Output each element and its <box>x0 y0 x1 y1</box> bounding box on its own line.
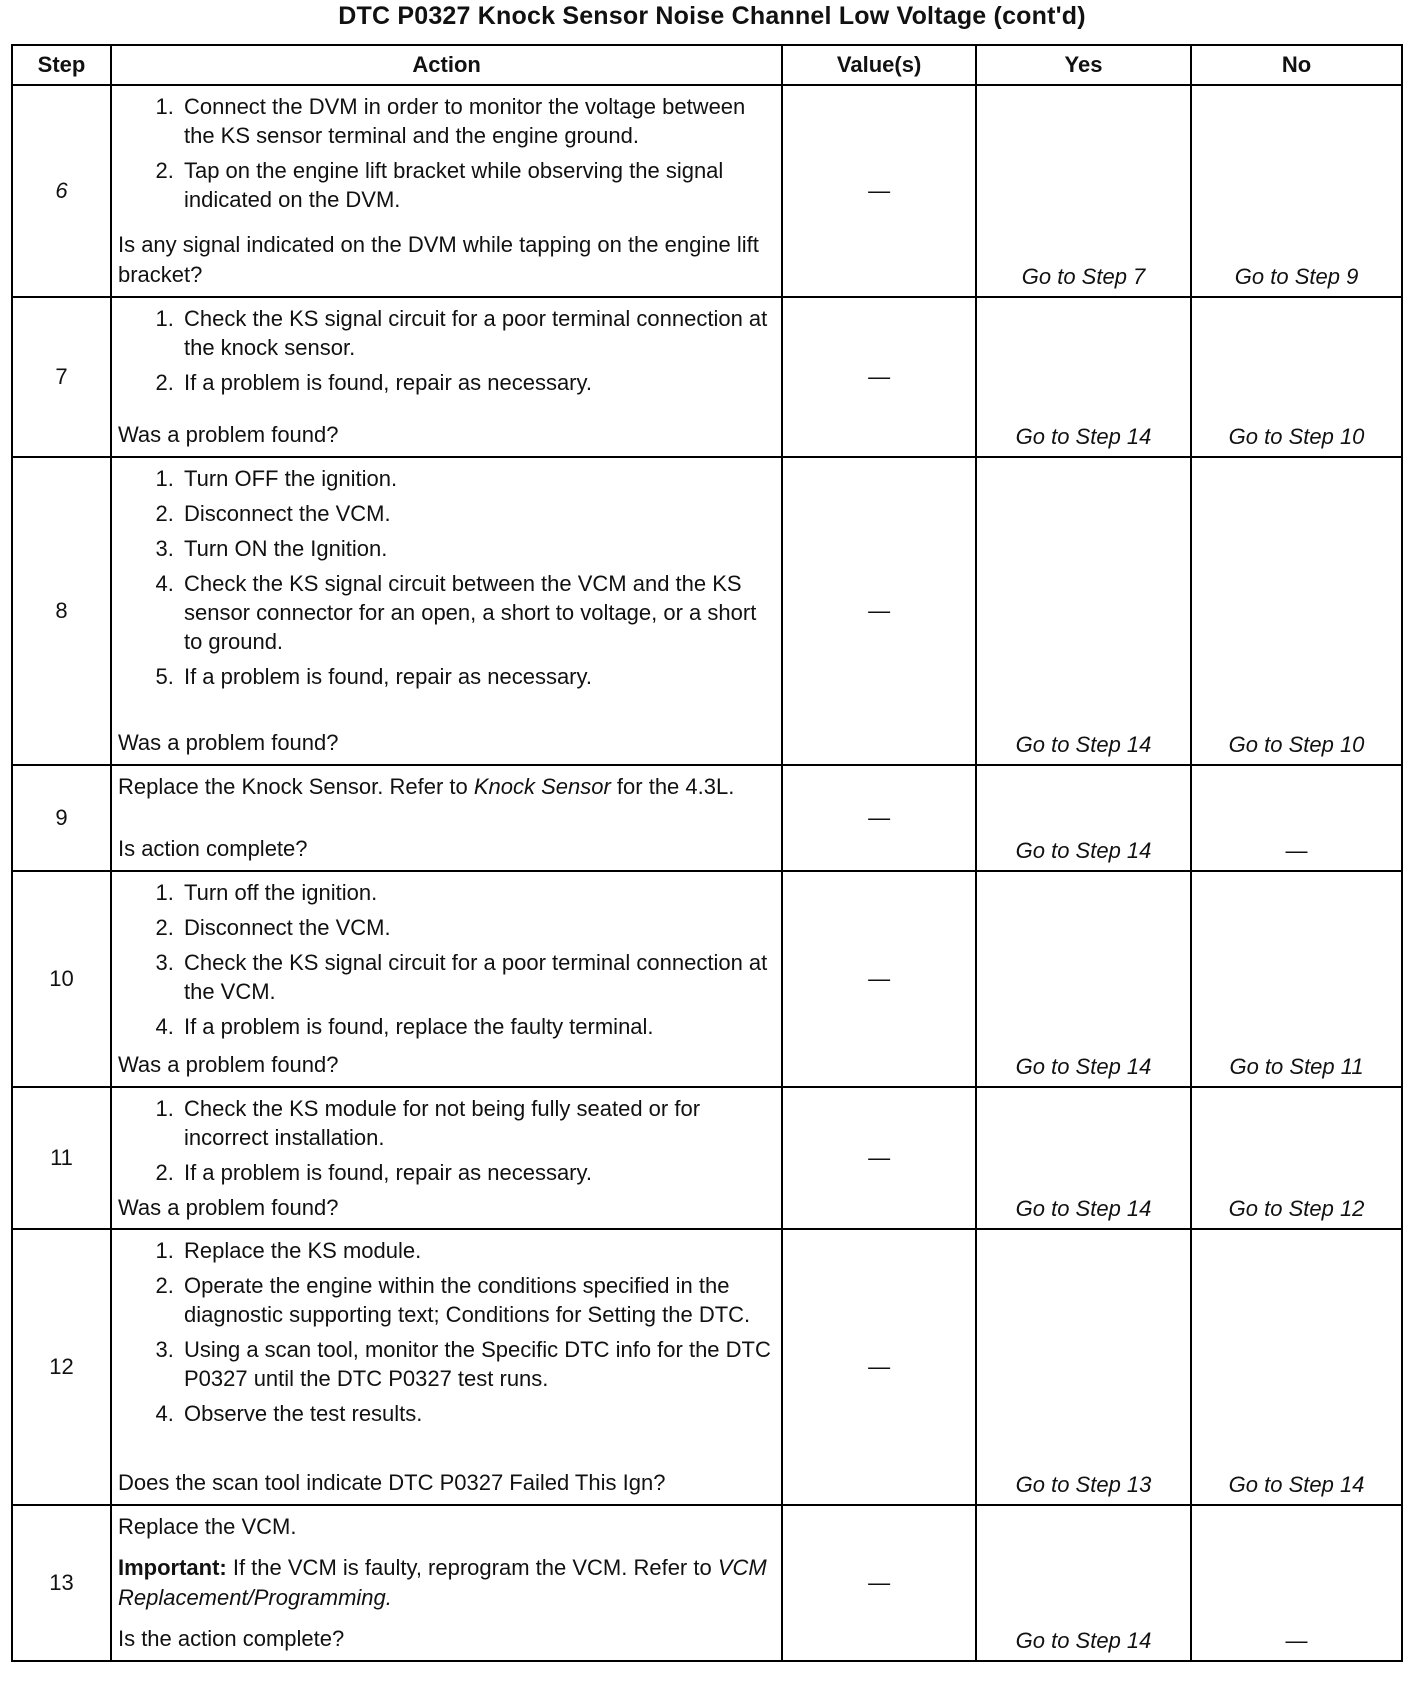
action-question: Is action complete? <box>117 836 308 861</box>
action-list <box>118 1236 775 1434</box>
no-cell: — <box>1191 765 1402 871</box>
action-cell <box>111 85 782 297</box>
list-item: 4. Check the KS signal circuit between the VCM and the KS sensor connector for an open, a short to voltage, or a short to ground. <box>180 569 775 656</box>
list-item: 2. Operate the engine within the conditions specified in the diagnostic supporting text; Conditions for Setting the DTC. <box>180 1271 775 1329</box>
header-row <box>12 45 1402 85</box>
yes-cell: Go to Step 14 <box>976 297 1191 457</box>
action-question: Is any signal indicated on the DVM while tapping on the engine lift bracket? <box>117 232 759 287</box>
action-list <box>118 304 775 403</box>
action-list <box>118 878 775 1047</box>
yes-cell: Go to Step 14 <box>976 457 1191 765</box>
table-row <box>12 871 1402 1087</box>
table-row <box>12 457 1402 765</box>
list-item: 1. Turn off the ignition. <box>180 878 775 907</box>
header-step: Step <box>12 45 111 85</box>
important-label: Important: <box>117 1555 227 1580</box>
list-item: 2. Disconnect the VCM. <box>180 913 775 942</box>
action-cell <box>111 297 782 457</box>
no-cell: — <box>1191 1505 1402 1661</box>
no-cell: Go to Step 10 <box>1191 297 1402 457</box>
yes-cell: Go to Step 13 <box>976 1229 1191 1505</box>
step-number: 13 <box>12 1505 111 1661</box>
yes-cell: Go to Step 7 <box>976 85 1191 297</box>
action-cell <box>111 1087 782 1229</box>
step-number: 11 <box>12 1087 111 1229</box>
list-item: 1. Check the KS signal circuit for a poor terminal connection at the knock sensor. <box>180 304 775 362</box>
table-row <box>12 765 1402 871</box>
value-cell: — <box>782 871 976 1087</box>
list-item: 2. If a problem is found, repair as necessary. <box>180 368 775 397</box>
table-row <box>12 1505 1402 1661</box>
list-item: 3. Check the KS signal circuit for a poor terminal connection at the VCM. <box>180 948 775 1006</box>
step-number: 10 <box>12 871 111 1087</box>
yes-cell: Go to Step 14 <box>976 1505 1191 1661</box>
step-number: 9 <box>12 765 111 871</box>
action-question: Was a problem found? <box>117 422 339 447</box>
step-number: 12 <box>12 1229 111 1505</box>
list-item: 2. Tap on the engine lift bracket while observing the signal indicated on the DVM. <box>180 156 775 214</box>
action-cell <box>111 1505 782 1661</box>
action-list <box>118 464 775 697</box>
step-number: 8 <box>12 457 111 765</box>
header-values: Value(s) <box>782 45 976 85</box>
action-cell <box>111 765 782 871</box>
list-item: 4. If a problem is found, replace the faulty terminal. <box>180 1012 775 1041</box>
no-cell: Go to Step 10 <box>1191 457 1402 765</box>
value-cell: — <box>782 765 976 871</box>
reference-link-text: Knock Sensor <box>473 774 611 799</box>
action-cell <box>111 1229 782 1505</box>
step-number: 6 <box>12 85 111 297</box>
action-text <box>118 772 775 802</box>
value-cell: — <box>782 1505 976 1661</box>
action-question: Is the action complete? <box>117 1626 345 1651</box>
list-item: 4. Observe the test results. <box>180 1399 775 1428</box>
yes-cell: Go to Step 14 <box>976 1087 1191 1229</box>
action-text-part: Replace the Knock Sensor. Refer to <box>117 774 474 799</box>
important-text: If the VCM is faulty, reprogram the VCM. Refer to <box>226 1555 718 1580</box>
page-title: DTC P0327 Knock Sensor Noise Channel Low Voltage (cont'd) <box>338 2 1086 30</box>
no-cell: Go to Step 11 <box>1191 871 1402 1087</box>
table-row <box>12 1229 1402 1505</box>
list-item: 2. Disconnect the VCM. <box>180 499 775 528</box>
action-list <box>118 92 775 220</box>
table-row <box>12 297 1402 457</box>
header-no: No <box>1191 45 1402 85</box>
value-cell: — <box>782 85 976 297</box>
list-item: 1. Check the KS module for not being fully seated or for incorrect installation. <box>180 1094 775 1152</box>
reference-link-text: VCM Replacement/Programming. <box>117 1555 767 1610</box>
step-number: 7 <box>12 297 111 457</box>
no-cell: Go to Step 14 <box>1191 1229 1402 1505</box>
no-cell: Go to Step 12 <box>1191 1087 1402 1229</box>
value-cell: — <box>782 457 976 765</box>
value-cell: — <box>782 1087 976 1229</box>
list-item: 5. If a problem is found, repair as necessary. <box>180 662 775 691</box>
action-question: Was a problem found? <box>117 1052 339 1077</box>
list-item: 3. Turn ON the Ignition. <box>180 534 775 563</box>
list-item: 2. If a problem is found, repair as necessary. <box>180 1158 775 1187</box>
yes-cell: Go to Step 14 <box>976 871 1191 1087</box>
action-question: Was a problem found? <box>117 730 339 755</box>
action-question: Does the scan tool indicate DTC P0327 Failed This Ign? <box>117 1470 666 1495</box>
action-cell <box>111 457 782 765</box>
important-note <box>118 1553 775 1613</box>
yes-cell: Go to Step 14 <box>976 765 1191 871</box>
action-text-part: for the 4.3L. <box>610 774 735 799</box>
list-item: 1. Turn OFF the ignition. <box>180 464 775 493</box>
diagnostic-table <box>11 44 1403 1662</box>
list-item: 3. Using a scan tool, monitor the Specific DTC info for the DTC P0327 until the DTC P0327 test runs. <box>180 1335 775 1393</box>
value-cell: — <box>782 297 976 457</box>
value-cell: — <box>782 1229 976 1505</box>
table-row <box>12 85 1402 297</box>
no-cell: Go to Step 9 <box>1191 85 1402 297</box>
header-action: Action <box>111 45 782 85</box>
action-cell <box>111 871 782 1087</box>
action-question: Was a problem found? <box>117 1195 339 1220</box>
list-item: 1. Connect the DVM in order to monitor the voltage between the KS sensor terminal and the engine ground. <box>180 92 775 150</box>
action-text: Replace the VCM. <box>117 1514 297 1539</box>
header-yes: Yes <box>976 45 1191 85</box>
table-row <box>12 1087 1402 1229</box>
action-list <box>118 1094 775 1193</box>
list-item: 1. Replace the KS module. <box>180 1236 775 1265</box>
